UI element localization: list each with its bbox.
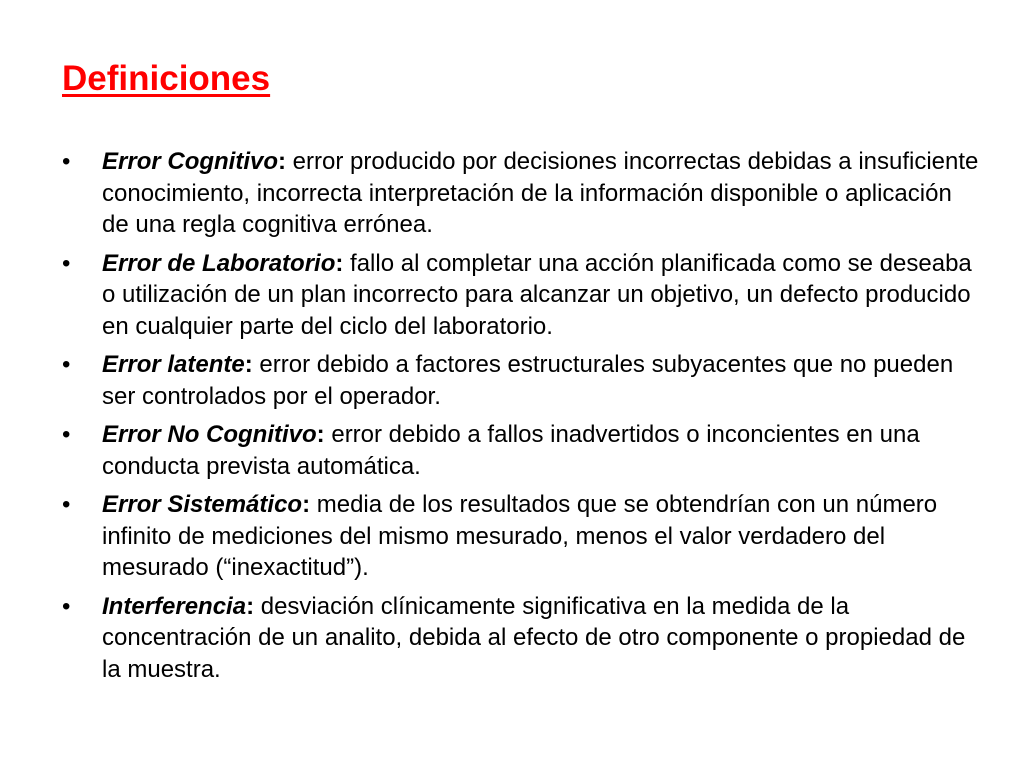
- definition-term: Error de Laboratorio: [102, 249, 336, 277]
- definition-text: error producido por decisiones incorrectas debidas a insuficiente conocimiento, incorrecta interpretación de la información disponible o aplicación de una regla cognitiva errónea.: [102, 148, 979, 238]
- slide-title: Definiciones: [62, 59, 271, 98]
- definition-item: [62, 349, 982, 412]
- definition-text: media de los resultados que se obtendrían con un número infinito de mediciones del mismo mesurado, menos el valor verdadero del mesurado (“inexactitud”).: [102, 491, 938, 581]
- definition-term: Error latente: [102, 351, 245, 378]
- definition-separator: :: [246, 592, 255, 620]
- definition-separator: :: [302, 491, 311, 518]
- definition-term: Error Cognitivo: [102, 148, 279, 175]
- bullet-icon: •: [62, 351, 71, 378]
- bullet-icon: •: [62, 592, 71, 620]
- definition-term: Interferencia: [102, 592, 247, 620]
- definition-text: error debido a factores estructurales subyacentes que no pueden ser controlados por el operador.: [102, 351, 954, 410]
- definition-separator: :: [244, 351, 253, 378]
- definition-item: [62, 419, 982, 482]
- definition-separator: :: [335, 249, 344, 277]
- definition-item: [62, 248, 982, 343]
- definition-text: fallo al completar una acción planificada como se deseaba o utilización de un plan incorrecto para alcanzar un objetivo, un defecto producido en cualquier parte del ciclo del laboratorio.: [102, 249, 972, 340]
- definitions-list: [62, 146, 982, 692]
- bullet-icon: •: [62, 421, 71, 448]
- definition-term: Error Sistemático: [102, 491, 303, 518]
- definition-text: error debido a fallos inadvertidos o inconcientes en una conducta prevista automática.: [102, 421, 920, 480]
- definition-item: [62, 591, 982, 686]
- definition-separator: :: [316, 421, 325, 448]
- definition-separator: :: [278, 148, 287, 175]
- definition-text: desviación clínicamente significativa en la medida de la concentración de un analito, debida al efecto de otro componente o propiedad de la muestra.: [102, 592, 966, 683]
- bullet-icon: •: [62, 491, 71, 518]
- definition-item: [62, 146, 982, 241]
- definition-term: Error No Cognitivo: [102, 421, 317, 448]
- definition-item: [62, 489, 982, 584]
- bullet-icon: •: [62, 148, 71, 175]
- bullet-icon: •: [62, 249, 71, 277]
